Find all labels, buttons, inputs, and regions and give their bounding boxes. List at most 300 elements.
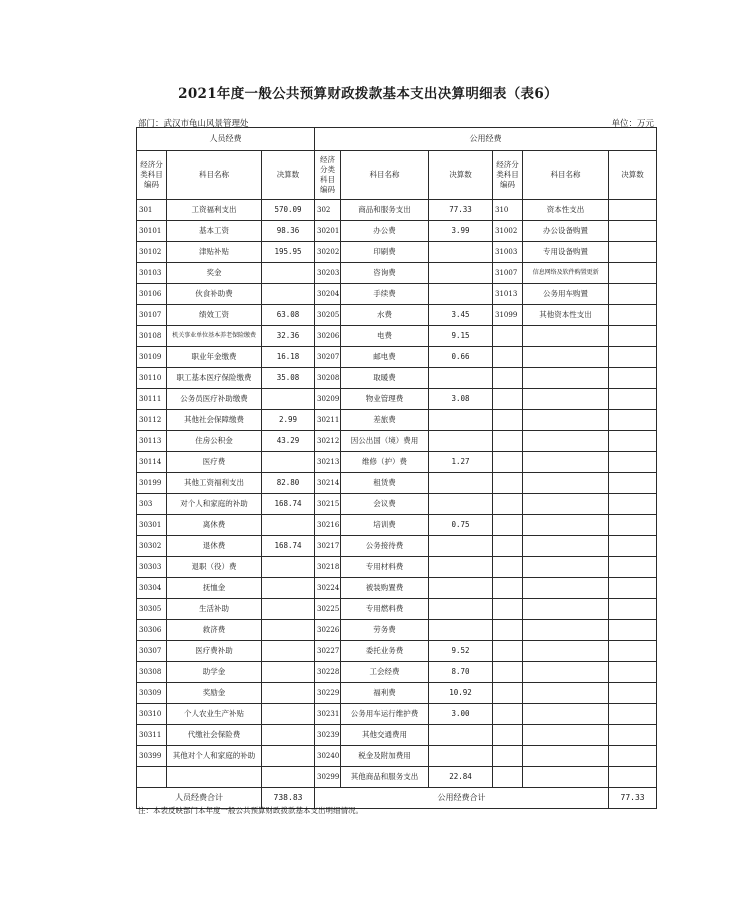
personnel-name-cell: 救济费 — [167, 620, 262, 641]
capital-amount-cell — [609, 662, 657, 683]
public-amount-cell — [429, 284, 493, 305]
personnel-amount-cell: 168.74 — [262, 494, 315, 515]
personnel-name-cell: 伙食补助费 — [167, 284, 262, 305]
personnel-amount-cell — [262, 641, 315, 662]
table-row — [137, 284, 657, 305]
personnel-name-cell: 医疗费补助 — [167, 641, 262, 662]
public-amount-cell — [429, 368, 493, 389]
public-code-cell: 30299 — [315, 767, 341, 788]
capital-name-cell — [523, 725, 609, 746]
table-row — [137, 452, 657, 473]
table-row — [137, 221, 657, 242]
capital-amount-cell — [609, 284, 657, 305]
personnel-code-cell: 30199 — [137, 473, 167, 494]
public-code-cell: 30228 — [315, 662, 341, 683]
public-amount-cell — [429, 494, 493, 515]
public-code-cell: 302 — [315, 200, 341, 221]
personnel-code-cell: 30301 — [137, 515, 167, 536]
public-name-cell: 工会经费 — [341, 662, 429, 683]
capital-name-cell — [523, 767, 609, 788]
capital-name-cell: 资本性支出 — [523, 200, 609, 221]
capital-amount-cell — [609, 641, 657, 662]
personnel-amount-cell — [262, 452, 315, 473]
capital-amount-cell — [609, 536, 657, 557]
capital-code-cell — [493, 326, 523, 347]
capital-code-cell: 310 — [493, 200, 523, 221]
capital-name-cell — [523, 536, 609, 557]
personnel-name-cell: 医疗费 — [167, 452, 262, 473]
table-row — [137, 494, 657, 515]
table-row — [137, 200, 657, 221]
public-name-cell: 维修（护）费 — [341, 452, 429, 473]
capital-amount-cell — [609, 347, 657, 368]
public-amount-cell — [429, 536, 493, 557]
capital-code-cell — [493, 704, 523, 725]
personnel-amount-cell — [262, 263, 315, 284]
table-row — [137, 347, 657, 368]
personnel-total-label: 人员经费合计 — [137, 788, 262, 809]
public-name-cell: 电费 — [341, 326, 429, 347]
capital-name-cell — [523, 410, 609, 431]
public-amount-cell — [429, 620, 493, 641]
personnel-code-cell: 30304 — [137, 578, 167, 599]
personnel-amount-cell — [262, 683, 315, 704]
capital-amount-cell — [609, 263, 657, 284]
public-name-cell: 被装购置费 — [341, 578, 429, 599]
personnel-code-cell: 30307 — [137, 641, 167, 662]
personnel-code-cell: 30308 — [137, 662, 167, 683]
capital-amount-cell — [609, 368, 657, 389]
capital-code-cell — [493, 515, 523, 536]
header-amount-personnel: 决算数 — [262, 151, 315, 200]
capital-name-cell: 信息网络及软件购置更新 — [523, 263, 609, 284]
public-code-cell: 30239 — [315, 725, 341, 746]
public-amount-cell — [429, 725, 493, 746]
capital-amount-cell — [609, 326, 657, 347]
table-row — [137, 515, 657, 536]
capital-name-cell: 办公设备购置 — [523, 221, 609, 242]
capital-code-cell: 31099 — [493, 305, 523, 326]
capital-amount-cell — [609, 410, 657, 431]
public-amount-cell — [429, 473, 493, 494]
capital-amount-cell — [609, 473, 657, 494]
personnel-name-cell: 津贴补贴 — [167, 242, 262, 263]
table-row — [137, 305, 657, 326]
table-row — [137, 536, 657, 557]
public-name-cell: 福利费 — [341, 683, 429, 704]
table-row — [137, 620, 657, 641]
personnel-name-cell: 基本工资 — [167, 221, 262, 242]
personnel-code-cell: 30309 — [137, 683, 167, 704]
personnel-name-cell: 个人农业生产补贴 — [167, 704, 262, 725]
public-code-cell: 30208 — [315, 368, 341, 389]
public-amount-cell — [429, 242, 493, 263]
public-code-cell: 30212 — [315, 431, 341, 452]
public-code-cell: 30215 — [315, 494, 341, 515]
capital-code-cell — [493, 557, 523, 578]
capital-amount-cell — [609, 494, 657, 515]
public-amount-cell: 3.99 — [429, 221, 493, 242]
public-code-cell: 30205 — [315, 305, 341, 326]
capital-code-cell: 31003 — [493, 242, 523, 263]
public-amount-cell: 3.00 — [429, 704, 493, 725]
public-code-cell: 30214 — [315, 473, 341, 494]
unit-label: 单位：万元 — [611, 119, 654, 129]
header-code-capital: 经济分类科目编码 — [493, 151, 523, 200]
expenditure-table — [136, 127, 657, 809]
table-row — [137, 389, 657, 410]
capital-code-cell — [493, 536, 523, 557]
personnel-code-cell: 30302 — [137, 536, 167, 557]
capital-name-cell: 公务用车购置 — [523, 284, 609, 305]
personnel-amount-cell — [262, 767, 315, 788]
capital-name-cell — [523, 494, 609, 515]
table-row — [137, 662, 657, 683]
capital-amount-cell — [609, 683, 657, 704]
personnel-name-cell: 机关事业单位基本养老保险缴费 — [167, 326, 262, 347]
capital-code-cell — [493, 620, 523, 641]
public-name-cell: 公务用车运行维护费 — [341, 704, 429, 725]
capital-name-cell — [523, 347, 609, 368]
personnel-code-cell: 30106 — [137, 284, 167, 305]
public-code-cell: 30201 — [315, 221, 341, 242]
personnel-code-cell — [137, 767, 167, 788]
public-code-cell: 30207 — [315, 347, 341, 368]
capital-amount-cell — [609, 431, 657, 452]
public-code-cell: 30203 — [315, 263, 341, 284]
capital-name-cell — [523, 746, 609, 767]
public-amount-cell — [429, 431, 493, 452]
capital-name-cell — [523, 431, 609, 452]
capital-code-cell — [493, 389, 523, 410]
header-name-capital: 科目名称 — [523, 151, 609, 200]
personnel-amount-cell: 570.09 — [262, 200, 315, 221]
personnel-name-cell: 住房公积金 — [167, 431, 262, 452]
capital-name-cell — [523, 704, 609, 725]
capital-code-cell — [493, 746, 523, 767]
personnel-name-cell: 工资福利支出 — [167, 200, 262, 221]
personnel-code-cell: 30110 — [137, 368, 167, 389]
personnel-name-cell: 对个人和家庭的补助 — [167, 494, 262, 515]
personnel-amount-cell — [262, 515, 315, 536]
public-name-cell: 会议费 — [341, 494, 429, 515]
capital-code-cell — [493, 410, 523, 431]
capital-name-cell — [523, 368, 609, 389]
personnel-name-cell: 其他社会保障缴费 — [167, 410, 262, 431]
personnel-name-cell: 抚恤金 — [167, 578, 262, 599]
public-name-cell: 差旅费 — [341, 410, 429, 431]
personnel-name-cell: 助学金 — [167, 662, 262, 683]
section-personnel: 人员经费 — [137, 128, 315, 151]
public-amount-cell: 0.75 — [429, 515, 493, 536]
public-name-cell: 专用材料费 — [341, 557, 429, 578]
personnel-code-cell: 301 — [137, 200, 167, 221]
capital-code-cell — [493, 452, 523, 473]
public-amount-cell: 8.70 — [429, 662, 493, 683]
capital-code-cell — [493, 599, 523, 620]
personnel-name-cell: 离休费 — [167, 515, 262, 536]
public-amount-cell — [429, 410, 493, 431]
table-row — [137, 641, 657, 662]
public-name-cell: 物业管理费 — [341, 389, 429, 410]
public-amount-cell — [429, 599, 493, 620]
table-row — [137, 473, 657, 494]
personnel-amount-cell: 98.36 — [262, 221, 315, 242]
personnel-code-cell: 30114 — [137, 452, 167, 473]
capital-amount-cell — [609, 452, 657, 473]
personnel-name-cell: 职业年金缴费 — [167, 347, 262, 368]
capital-amount-cell — [609, 704, 657, 725]
capital-name-cell — [523, 620, 609, 641]
capital-amount-cell — [609, 767, 657, 788]
capital-name-cell — [523, 389, 609, 410]
public-name-cell: 咨询费 — [341, 263, 429, 284]
personnel-amount-cell: 43.29 — [262, 431, 315, 452]
public-amount-cell: 1.27 — [429, 452, 493, 473]
public-name-cell: 劳务费 — [341, 620, 429, 641]
capital-code-cell — [493, 725, 523, 746]
public-name-cell: 其他交通费用 — [341, 725, 429, 746]
capital-amount-cell — [609, 200, 657, 221]
personnel-name-cell: 代缴社会保险费 — [167, 725, 262, 746]
capital-amount-cell — [609, 515, 657, 536]
capital-code-cell — [493, 347, 523, 368]
column-header-row — [137, 151, 657, 200]
table-row — [137, 767, 657, 788]
personnel-amount-cell — [262, 620, 315, 641]
capital-name-cell — [523, 473, 609, 494]
header-code-public: 经济分类科目编码 — [315, 151, 341, 200]
section-public: 公用经费 — [315, 128, 657, 151]
personnel-amount-cell: 63.08 — [262, 305, 315, 326]
public-amount-cell — [429, 557, 493, 578]
personnel-code-cell: 30305 — [137, 599, 167, 620]
public-code-cell: 30224 — [315, 578, 341, 599]
public-code-cell: 30229 — [315, 683, 341, 704]
personnel-code-cell: 30101 — [137, 221, 167, 242]
personnel-amount-cell — [262, 389, 315, 410]
personnel-code-cell: 30311 — [137, 725, 167, 746]
public-code-cell: 30227 — [315, 641, 341, 662]
public-code-cell: 30204 — [315, 284, 341, 305]
public-amount-cell: 0.66 — [429, 347, 493, 368]
capital-code-cell — [493, 683, 523, 704]
public-total-label: 公用经费合计 — [315, 788, 609, 809]
public-name-cell: 水费 — [341, 305, 429, 326]
public-name-cell: 商品和服务支出 — [341, 200, 429, 221]
personnel-code-cell: 30306 — [137, 620, 167, 641]
table-row — [137, 704, 657, 725]
capital-amount-cell — [609, 746, 657, 767]
public-amount-cell: 77.33 — [429, 200, 493, 221]
public-name-cell: 专用燃料费 — [341, 599, 429, 620]
public-amount-cell — [429, 578, 493, 599]
public-name-cell: 因公出国（境）费用 — [341, 431, 429, 452]
department-label: 部门：武汉市龟山风景管理处 — [138, 119, 249, 129]
public-code-cell: 30202 — [315, 242, 341, 263]
capital-code-cell — [493, 494, 523, 515]
table-row — [137, 431, 657, 452]
personnel-name-cell — [167, 767, 262, 788]
public-amount-cell: 9.15 — [429, 326, 493, 347]
personnel-code-cell: 303 — [137, 494, 167, 515]
table-row — [137, 578, 657, 599]
public-total-value: 77.33 — [609, 788, 657, 809]
public-amount-cell — [429, 263, 493, 284]
table-row — [137, 683, 657, 704]
table-row — [137, 725, 657, 746]
header-name-personnel: 科目名称 — [167, 151, 262, 200]
personnel-total-value: 738.83 — [262, 788, 315, 809]
footnote: 注：本表反映部门本年度一般公共预算财政拨款基本支出明细情况。 — [138, 806, 363, 815]
public-name-cell: 公务接待费 — [341, 536, 429, 557]
public-amount-cell: 9.52 — [429, 641, 493, 662]
public-amount-cell: 10.92 — [429, 683, 493, 704]
capital-name-cell — [523, 578, 609, 599]
section-header-row — [137, 128, 657, 151]
capital-name-cell — [523, 515, 609, 536]
personnel-amount-cell — [262, 578, 315, 599]
public-code-cell: 30225 — [315, 599, 341, 620]
personnel-amount-cell: 32.36 — [262, 326, 315, 347]
capital-amount-cell — [609, 557, 657, 578]
table-row — [137, 263, 657, 284]
capital-amount-cell — [609, 620, 657, 641]
capital-amount-cell — [609, 221, 657, 242]
public-amount-cell: 3.08 — [429, 389, 493, 410]
personnel-code-cell: 30111 — [137, 389, 167, 410]
header-name-public: 科目名称 — [341, 151, 429, 200]
report-title: 2021年度一般公共预算财政拨款基本支出决算明细表（表6） — [178, 86, 558, 102]
table-row — [137, 599, 657, 620]
public-amount-cell: 22.84 — [429, 767, 493, 788]
personnel-amount-cell: 2.99 — [262, 410, 315, 431]
header-amount-capital: 决算数 — [609, 151, 657, 200]
personnel-name-cell: 职工基本医疗保险缴费 — [167, 368, 262, 389]
table-row — [137, 242, 657, 263]
personnel-amount-cell: 16.18 — [262, 347, 315, 368]
header-amount-public: 决算数 — [429, 151, 493, 200]
public-code-cell: 30226 — [315, 620, 341, 641]
personnel-amount-cell — [262, 284, 315, 305]
personnel-amount-cell — [262, 704, 315, 725]
public-name-cell: 其他商品和服务支出 — [341, 767, 429, 788]
personnel-name-cell: 绩效工资 — [167, 305, 262, 326]
capital-code-cell — [493, 767, 523, 788]
public-name-cell: 租赁费 — [341, 473, 429, 494]
table-row — [137, 326, 657, 347]
capital-amount-cell — [609, 305, 657, 326]
public-code-cell: 30218 — [315, 557, 341, 578]
personnel-name-cell: 公务员医疗补助缴费 — [167, 389, 262, 410]
personnel-name-cell: 其他工资福利支出 — [167, 473, 262, 494]
public-code-cell: 30240 — [315, 746, 341, 767]
capital-name-cell — [523, 662, 609, 683]
personnel-amount-cell: 168.74 — [262, 536, 315, 557]
personnel-code-cell: 30303 — [137, 557, 167, 578]
personnel-amount-cell — [262, 662, 315, 683]
table-row — [137, 368, 657, 389]
personnel-code-cell: 30108 — [137, 326, 167, 347]
capital-code-cell — [493, 368, 523, 389]
public-name-cell: 邮电费 — [341, 347, 429, 368]
public-name-cell: 取暖费 — [341, 368, 429, 389]
personnel-code-cell: 30109 — [137, 347, 167, 368]
capital-amount-cell — [609, 578, 657, 599]
personnel-amount-cell: 35.08 — [262, 368, 315, 389]
capital-name-cell — [523, 641, 609, 662]
public-code-cell: 30231 — [315, 704, 341, 725]
table-row — [137, 557, 657, 578]
personnel-code-cell: 30102 — [137, 242, 167, 263]
capital-code-cell — [493, 641, 523, 662]
public-name-cell: 手续费 — [341, 284, 429, 305]
public-amount-cell: 3.45 — [429, 305, 493, 326]
table-row — [137, 410, 657, 431]
personnel-code-cell: 30107 — [137, 305, 167, 326]
personnel-amount-cell: 195.95 — [262, 242, 315, 263]
capital-name-cell — [523, 326, 609, 347]
personnel-name-cell: 生活补助 — [167, 599, 262, 620]
header-code-personnel: 经济分类科目编码 — [137, 151, 167, 200]
capital-name-cell — [523, 683, 609, 704]
personnel-name-cell: 奖励金 — [167, 683, 262, 704]
personnel-name-cell: 退休费 — [167, 536, 262, 557]
public-code-cell: 30213 — [315, 452, 341, 473]
capital-name-cell: 其他资本性支出 — [523, 305, 609, 326]
capital-amount-cell — [609, 242, 657, 263]
public-code-cell: 30206 — [315, 326, 341, 347]
public-code-cell: 30216 — [315, 515, 341, 536]
capital-name-cell: 专用设备购置 — [523, 242, 609, 263]
capital-name-cell — [523, 452, 609, 473]
personnel-amount-cell — [262, 557, 315, 578]
capital-amount-cell — [609, 389, 657, 410]
capital-code-cell — [493, 662, 523, 683]
public-name-cell: 印刷费 — [341, 242, 429, 263]
personnel-code-cell: 30103 — [137, 263, 167, 284]
personnel-name-cell: 其他对个人和家庭的补助 — [167, 746, 262, 767]
capital-code-cell: 31007 — [493, 263, 523, 284]
public-name-cell: 办公费 — [341, 221, 429, 242]
personnel-name-cell: 退职（役）费 — [167, 557, 262, 578]
personnel-amount-cell — [262, 599, 315, 620]
personnel-code-cell: 30399 — [137, 746, 167, 767]
personnel-name-cell: 奖金 — [167, 263, 262, 284]
capital-code-cell — [493, 473, 523, 494]
public-code-cell: 30211 — [315, 410, 341, 431]
capital-name-cell — [523, 599, 609, 620]
capital-code-cell: 31013 — [493, 284, 523, 305]
personnel-amount-cell: 82.80 — [262, 473, 315, 494]
personnel-amount-cell — [262, 746, 315, 767]
capital-name-cell — [523, 557, 609, 578]
public-code-cell: 30209 — [315, 389, 341, 410]
personnel-code-cell: 30310 — [137, 704, 167, 725]
public-name-cell: 税金及附加费用 — [341, 746, 429, 767]
personnel-amount-cell — [262, 725, 315, 746]
capital-amount-cell — [609, 599, 657, 620]
capital-code-cell — [493, 431, 523, 452]
capital-amount-cell — [609, 725, 657, 746]
public-name-cell: 委托业务费 — [341, 641, 429, 662]
capital-code-cell: 31002 — [493, 221, 523, 242]
personnel-code-cell: 30113 — [137, 431, 167, 452]
public-amount-cell — [429, 746, 493, 767]
capital-code-cell — [493, 578, 523, 599]
personnel-code-cell: 30112 — [137, 410, 167, 431]
table-row — [137, 746, 657, 767]
